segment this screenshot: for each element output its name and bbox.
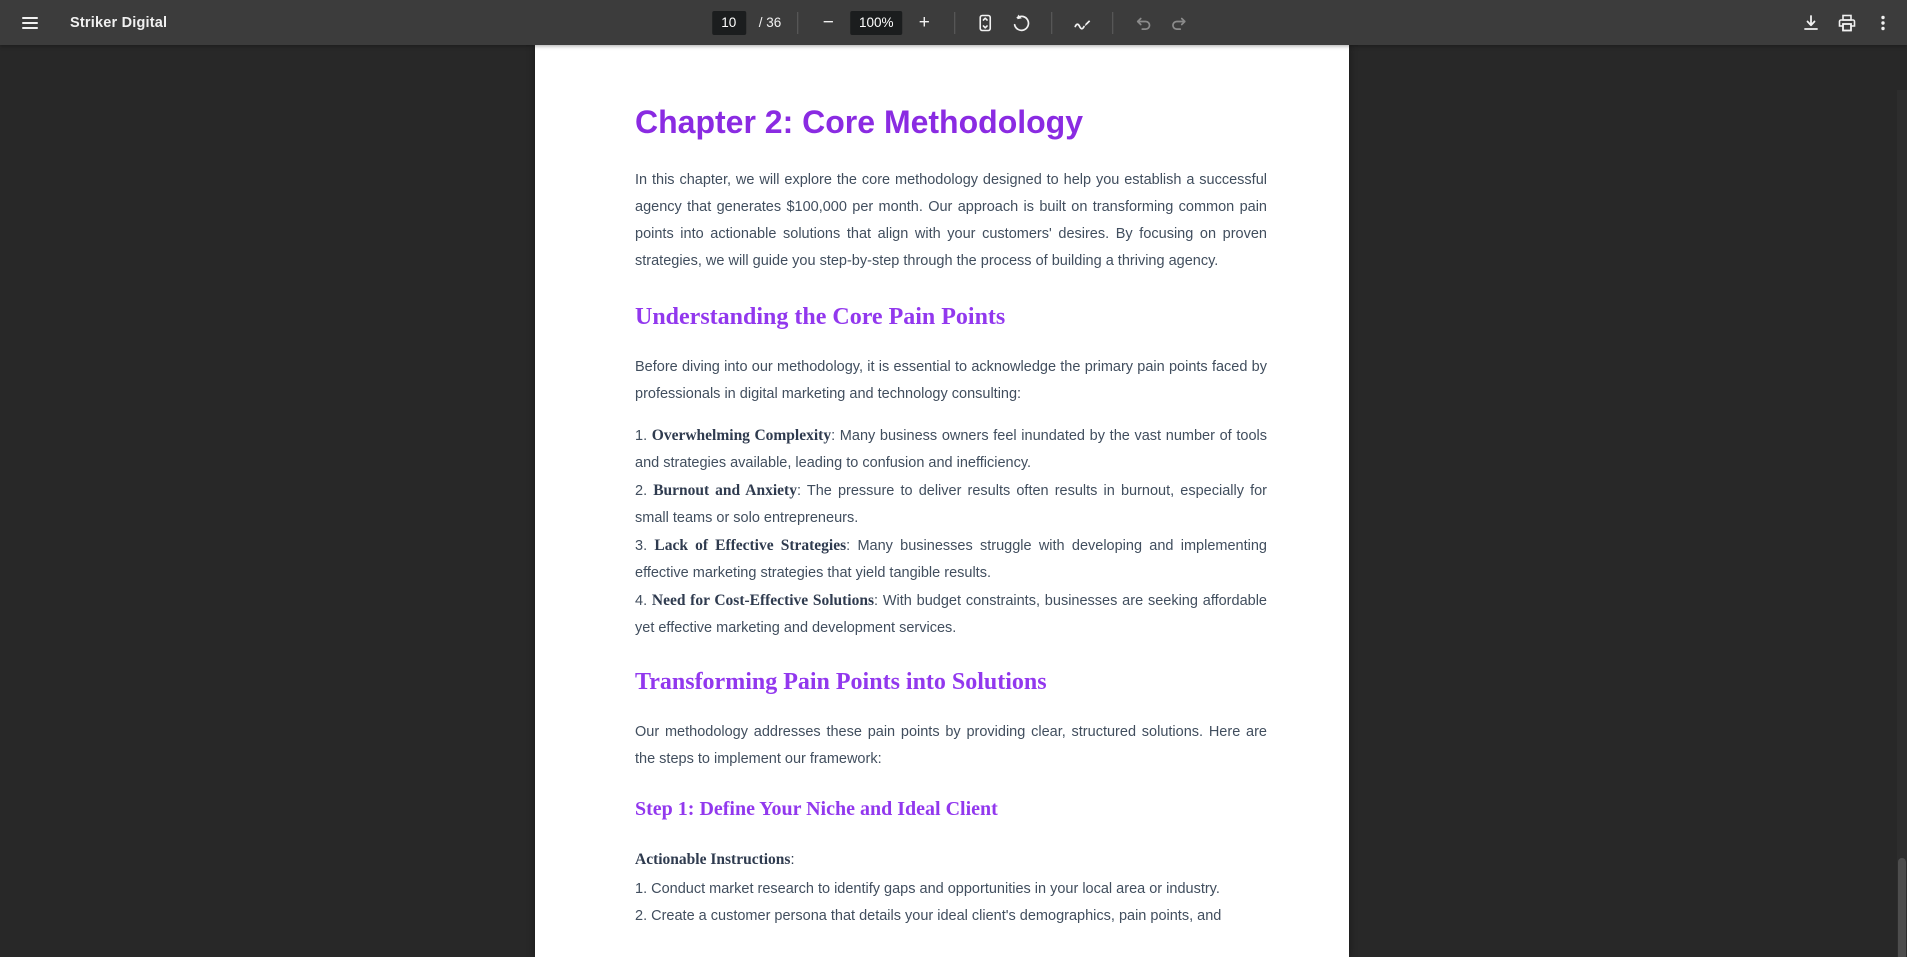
list-item <box>635 422 1267 477</box>
item-text: : Many business owners feel inundated by the vast number of tools and strategies available, leading to confusion and inefficiency. <box>635 428 1267 471</box>
item-number: 2. <box>635 483 654 499</box>
step-line: 1. Conduct market research to identify gaps and opportunities in your local area or industry. <box>635 881 1220 897</box>
step-line: 2. Create a customer persona that details your ideal client's demographics, pain points, and <box>635 908 1222 924</box>
zoom-out-button[interactable]: − <box>812 7 844 39</box>
rotate-button[interactable] <box>1005 7 1037 39</box>
item-term: Burnout and Anxiety <box>653 482 797 499</box>
undo-icon <box>1133 13 1153 33</box>
toolbar-left <box>0 7 167 39</box>
list-item <box>635 477 1267 532</box>
chapter-heading: Chapter 2: Core Methodology <box>635 104 1084 140</box>
pdf-toolbar <box>0 0 1907 45</box>
rotate-counterclockwise-icon <box>1011 13 1031 33</box>
item-number: 3. <box>635 538 655 554</box>
print-icon <box>1837 13 1857 33</box>
zoom-in-button[interactable]: + <box>908 7 940 39</box>
solutions-lead: Our methodology addresses these pain points by providing clear, structured solutions. Here are the steps to implement our framework: <box>635 724 1267 767</box>
print-button[interactable] <box>1831 7 1863 39</box>
download-button[interactable] <box>1795 7 1827 39</box>
instructions-term: Actionable Instructions <box>635 851 791 868</box>
page-content <box>535 45 1349 930</box>
toolbar-divider <box>797 12 798 34</box>
item-text: : The pressure to deliver results often results in burnout, especially for small teams or solo entrepreneurs. <box>635 483 1267 526</box>
pain-points-list <box>635 422 1267 642</box>
annotate-pen-icon <box>1072 13 1092 33</box>
list-item <box>635 532 1267 587</box>
hamburger-icon <box>20 13 40 33</box>
undo-button[interactable] <box>1127 7 1159 39</box>
menu-button[interactable] <box>14 7 46 39</box>
item-term: Need for Cost-Effective Solutions <box>651 592 874 609</box>
download-icon <box>1801 13 1821 33</box>
pdf-viewer-area <box>0 45 1907 957</box>
intro-paragraph: In this chapter, we will explore the core methodology designed to help you establish a successful agency that generates $100,000 per month. Our approach is built on transforming common pain points into actionable solutions that align with your customers' desires. By focusing on proven strategies, we will guide you step-by-step through the process of building a thriving agency. <box>635 172 1267 269</box>
item-text: : With budget constraints, businesses are seeking affordable yet effective marketing and development services. <box>635 593 1267 636</box>
redo-icon <box>1169 13 1189 33</box>
item-term: Lack of Effective Strategies <box>654 537 847 554</box>
annotate-button[interactable] <box>1066 7 1098 39</box>
step-heading: Step 1: Define Your Niche and Ideal Client <box>635 798 998 820</box>
page-number-input[interactable] <box>712 11 746 35</box>
actionable-instructions-label <box>635 846 1267 874</box>
item-term: Overwhelming Complexity <box>651 427 832 444</box>
redo-button[interactable] <box>1163 7 1195 39</box>
toolbar-center <box>712 0 1196 45</box>
page-count-label: / 36 <box>758 15 782 30</box>
vertical-scrollbar-track[interactable] <box>1897 90 1907 957</box>
document-title: Striker Digital <box>70 14 168 31</box>
item-text: : Many businesses struggle with developing and implementing effective marketing strategies that yield tangible results. <box>635 538 1267 581</box>
fit-to-page-icon <box>975 13 995 33</box>
toolbar-right <box>1795 0 1899 45</box>
item-number: 1. <box>635 428 652 444</box>
toolbar-divider <box>1112 12 1113 34</box>
zoom-level-display: 100% <box>850 11 902 35</box>
kebab-menu-icon <box>1873 13 1893 33</box>
toolbar-divider <box>954 12 955 34</box>
pain-points-lead: Before diving into our methodology, it is essential to acknowledge the primary pain points faced by professionals in digital marketing and technology consulting: <box>635 359 1267 402</box>
item-number: 4. <box>635 593 652 609</box>
section-heading-pain-points: Understanding the Core Pain Points <box>635 304 1006 330</box>
list-item <box>635 587 1267 642</box>
pdf-page <box>535 45 1349 957</box>
toolbar-divider <box>1051 12 1052 34</box>
section-heading-solutions: Transforming Pain Points into Solutions <box>635 669 1047 695</box>
instruction-steps <box>635 876 1267 930</box>
fit-to-page-button[interactable] <box>969 7 1001 39</box>
more-options-button[interactable] <box>1867 7 1899 39</box>
instructions-colon: : <box>790 852 795 868</box>
vertical-scrollbar-thumb[interactable] <box>1898 858 1906 957</box>
